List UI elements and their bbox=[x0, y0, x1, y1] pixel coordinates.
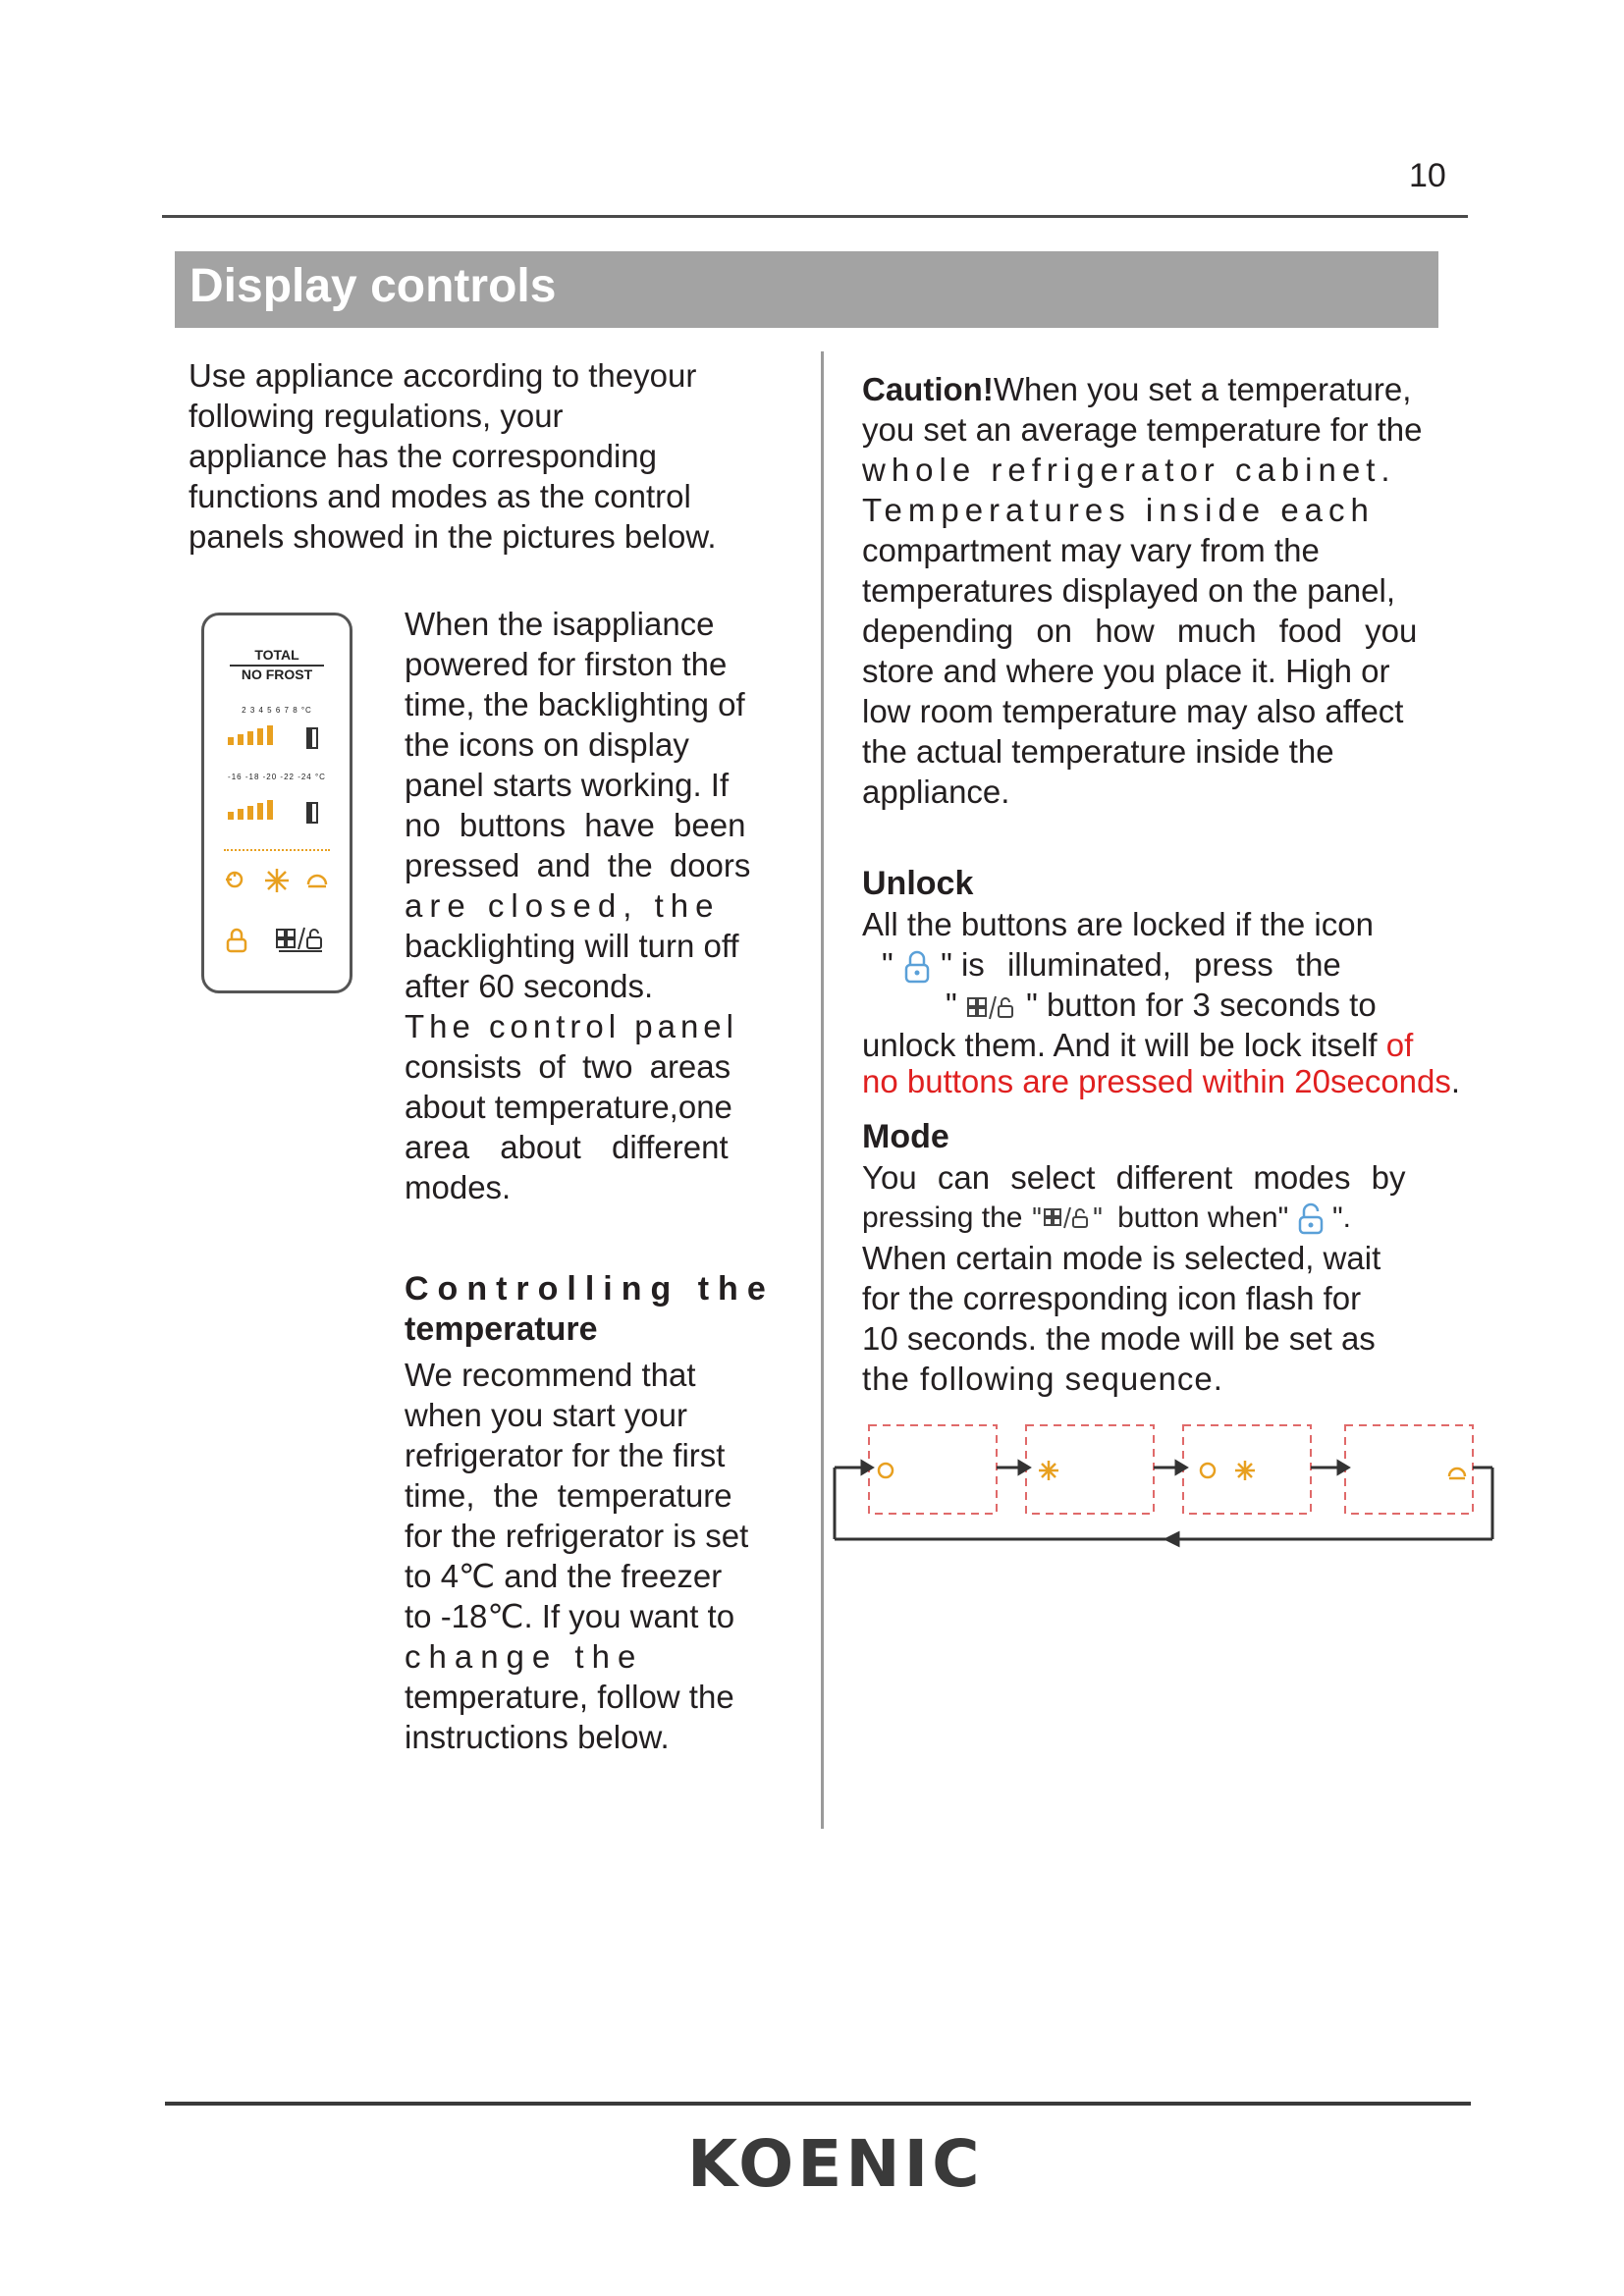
eco-mode-icon bbox=[222, 867, 247, 892]
mode-step-eco bbox=[869, 1425, 997, 1514]
temperature-line: for the refrigerator is set bbox=[405, 1518, 749, 1554]
freezer-scale: -16 -18 -20 -22 -24 °C bbox=[228, 773, 326, 781]
temperature-line: time, the temperature bbox=[405, 1477, 732, 1514]
temperature-line: temperature, follow the bbox=[405, 1679, 734, 1715]
caution-line: temperatures displayed on the panel, bbox=[862, 572, 1396, 609]
backlight-line: modes. bbox=[405, 1169, 512, 1205]
column-divider bbox=[821, 351, 824, 1829]
temperature-paragraph bbox=[405, 1355, 787, 1757]
mode-lock-button-icon bbox=[275, 926, 326, 953]
mode-text: button when" bbox=[1117, 1201, 1289, 1234]
intro-line: panels showed in the pictures below. bbox=[189, 518, 717, 555]
mode-line: 10 seconds. the mode will be set as bbox=[862, 1320, 1376, 1357]
freezer-temp-bars bbox=[228, 798, 287, 820]
caution-line: the actual temperature inside the bbox=[862, 733, 1334, 770]
unlock-line bbox=[862, 1025, 1471, 1065]
footer-rule bbox=[165, 2102, 1471, 2106]
caution-paragraph bbox=[862, 369, 1471, 812]
unlock-icon bbox=[1297, 1202, 1325, 1236]
temperature-heading-line1: Controlling the bbox=[405, 1270, 775, 1308]
temperature-heading-line2: temperature bbox=[405, 1310, 598, 1348]
backlight-line: consists of two areas bbox=[405, 1048, 731, 1085]
mode-sequence-diagram bbox=[825, 1414, 1512, 1551]
mode-lock-button-icon bbox=[966, 993, 1017, 1023]
caution-label: Caution! bbox=[862, 371, 994, 407]
backlight-line: after 60 seconds. bbox=[405, 968, 654, 1004]
caution-line: Temperatures inside each bbox=[862, 492, 1375, 528]
unlock-line: All the buttons are locked if the icon bbox=[862, 906, 1374, 942]
mode-line: When certain mode is selected, wait bbox=[862, 1240, 1381, 1276]
caution-line: depending on how much food you bbox=[862, 613, 1418, 649]
super-freeze-icon bbox=[263, 867, 291, 894]
caution-line: compartment may vary from the bbox=[862, 532, 1320, 568]
caution-line: whole refrigerator cabinet. bbox=[862, 452, 1396, 488]
header-rule bbox=[162, 215, 1468, 218]
mode-heading: Mode bbox=[862, 1118, 949, 1155]
intro-line: functions and modes as the control bbox=[189, 478, 691, 514]
temperature-line: to -18℃. If you want to bbox=[405, 1598, 735, 1634]
mode-lock-button-icon bbox=[1031, 1204, 1110, 1234]
unlock-line bbox=[862, 985, 1471, 1025]
unlock-line bbox=[862, 1061, 1471, 1101]
panel-label-nofrost: NO FROST bbox=[241, 667, 313, 682]
backlight-line: The control panel bbox=[405, 1008, 738, 1044]
mode-line: You can select different modes by bbox=[862, 1159, 1406, 1196]
super-freeze-icon bbox=[1039, 1461, 1058, 1480]
quote-mark: " bbox=[946, 987, 957, 1024]
mode-text: pressing the bbox=[862, 1201, 1023, 1234]
fridge-indicator-icon bbox=[306, 727, 318, 749]
backlight-line: powered for firston the bbox=[405, 646, 728, 682]
svg-text:": " bbox=[1030, 1204, 1043, 1234]
backlight-line: are closed, the bbox=[405, 887, 721, 924]
backlight-line: panel starts working. If bbox=[405, 767, 730, 803]
unlock-warning: of bbox=[1385, 1027, 1414, 1064]
backlight-line: the icons on display bbox=[405, 726, 689, 763]
caution-first-text: When you set a temperature, bbox=[993, 371, 1412, 407]
fridge-scale: 2 3 4 5 6 7 8 °C bbox=[242, 706, 312, 715]
unlock-warning: no buttons are pressed within 20seconds bbox=[862, 1063, 1451, 1100]
unlock-instruction: button for 3 seconds to bbox=[1046, 987, 1377, 1024]
eco-icon bbox=[879, 1464, 893, 1477]
backlight-line: area about different bbox=[405, 1129, 729, 1165]
backlight-line: When the isappliance bbox=[405, 606, 715, 642]
quote-mark: " bbox=[1026, 987, 1038, 1024]
caution-line: appliance. bbox=[862, 774, 1010, 810]
backlight-line: about temperature,one bbox=[405, 1089, 732, 1125]
temperature-line: refrigerator for the first bbox=[405, 1437, 726, 1473]
mode-line bbox=[862, 1198, 1471, 1238]
fridge-temp-bars bbox=[228, 723, 287, 745]
temperature-line: instructions below. bbox=[405, 1719, 670, 1755]
unlock-section bbox=[862, 864, 1471, 1101]
intro-line: following regulations, your bbox=[189, 398, 564, 434]
caution-first-line bbox=[862, 369, 1471, 409]
caution-line: you set an average temperature for the bbox=[862, 411, 1423, 448]
backlight-line: time, the backlighting of bbox=[405, 686, 745, 722]
mode-line: for the corresponding icon flash for bbox=[862, 1280, 1362, 1316]
eco-icon bbox=[1201, 1464, 1215, 1477]
intro-line: Use appliance according to theyour bbox=[189, 357, 697, 394]
temperature-line: We recommend that bbox=[405, 1357, 696, 1393]
freezer-indicator-icon bbox=[306, 802, 318, 824]
quote-mark: " bbox=[941, 946, 952, 983]
temperature-line: to 4℃ and the freezer bbox=[405, 1558, 723, 1594]
temperature-heading bbox=[405, 1269, 787, 1350]
backlight-paragraph bbox=[405, 604, 783, 1207]
mode-line: the following sequence. bbox=[862, 1361, 1223, 1397]
lock-icon bbox=[226, 928, 247, 953]
unlock-heading: Unlock bbox=[862, 865, 974, 902]
lock-icon bbox=[902, 949, 932, 985]
unlock-instruction: is illuminated, press the bbox=[960, 946, 1341, 983]
backlight-line: backlighting will turn off bbox=[405, 928, 739, 964]
mode-section bbox=[862, 1117, 1471, 1399]
backlight-line: pressed and the doors bbox=[405, 847, 751, 883]
backlight-line: no buttons have been bbox=[405, 807, 746, 843]
brand-logo: KOENIC bbox=[687, 2126, 984, 2202]
control-panel-illustration bbox=[201, 613, 352, 993]
section-title: Display controls bbox=[189, 260, 557, 312]
holiday-mode-icon bbox=[304, 867, 330, 892]
mode-text: ". bbox=[1331, 1201, 1351, 1234]
super-freeze-icon bbox=[1235, 1461, 1255, 1480]
panel-label-total: TOTAL bbox=[254, 647, 299, 663]
intro-paragraph bbox=[189, 355, 778, 557]
temperature-line: when you start your bbox=[405, 1397, 687, 1433]
unlock-text: unlock them. And it will be lock itself bbox=[862, 1027, 1378, 1064]
temperature-line: change the bbox=[405, 1638, 644, 1675]
period: . bbox=[1450, 1063, 1461, 1100]
panel-dotted-divider bbox=[224, 849, 330, 851]
svg-text:": " bbox=[1091, 1204, 1104, 1234]
caution-line: low room temperature may also affect bbox=[862, 693, 1404, 729]
page-number: 10 bbox=[1409, 157, 1446, 194]
caution-line: store and where you place it. High or bbox=[862, 653, 1390, 689]
unlock-line bbox=[862, 944, 1471, 985]
holiday-icon bbox=[1449, 1468, 1465, 1476]
intro-line: appliance has the corresponding bbox=[189, 438, 658, 474]
quote-mark: " bbox=[882, 946, 893, 983]
